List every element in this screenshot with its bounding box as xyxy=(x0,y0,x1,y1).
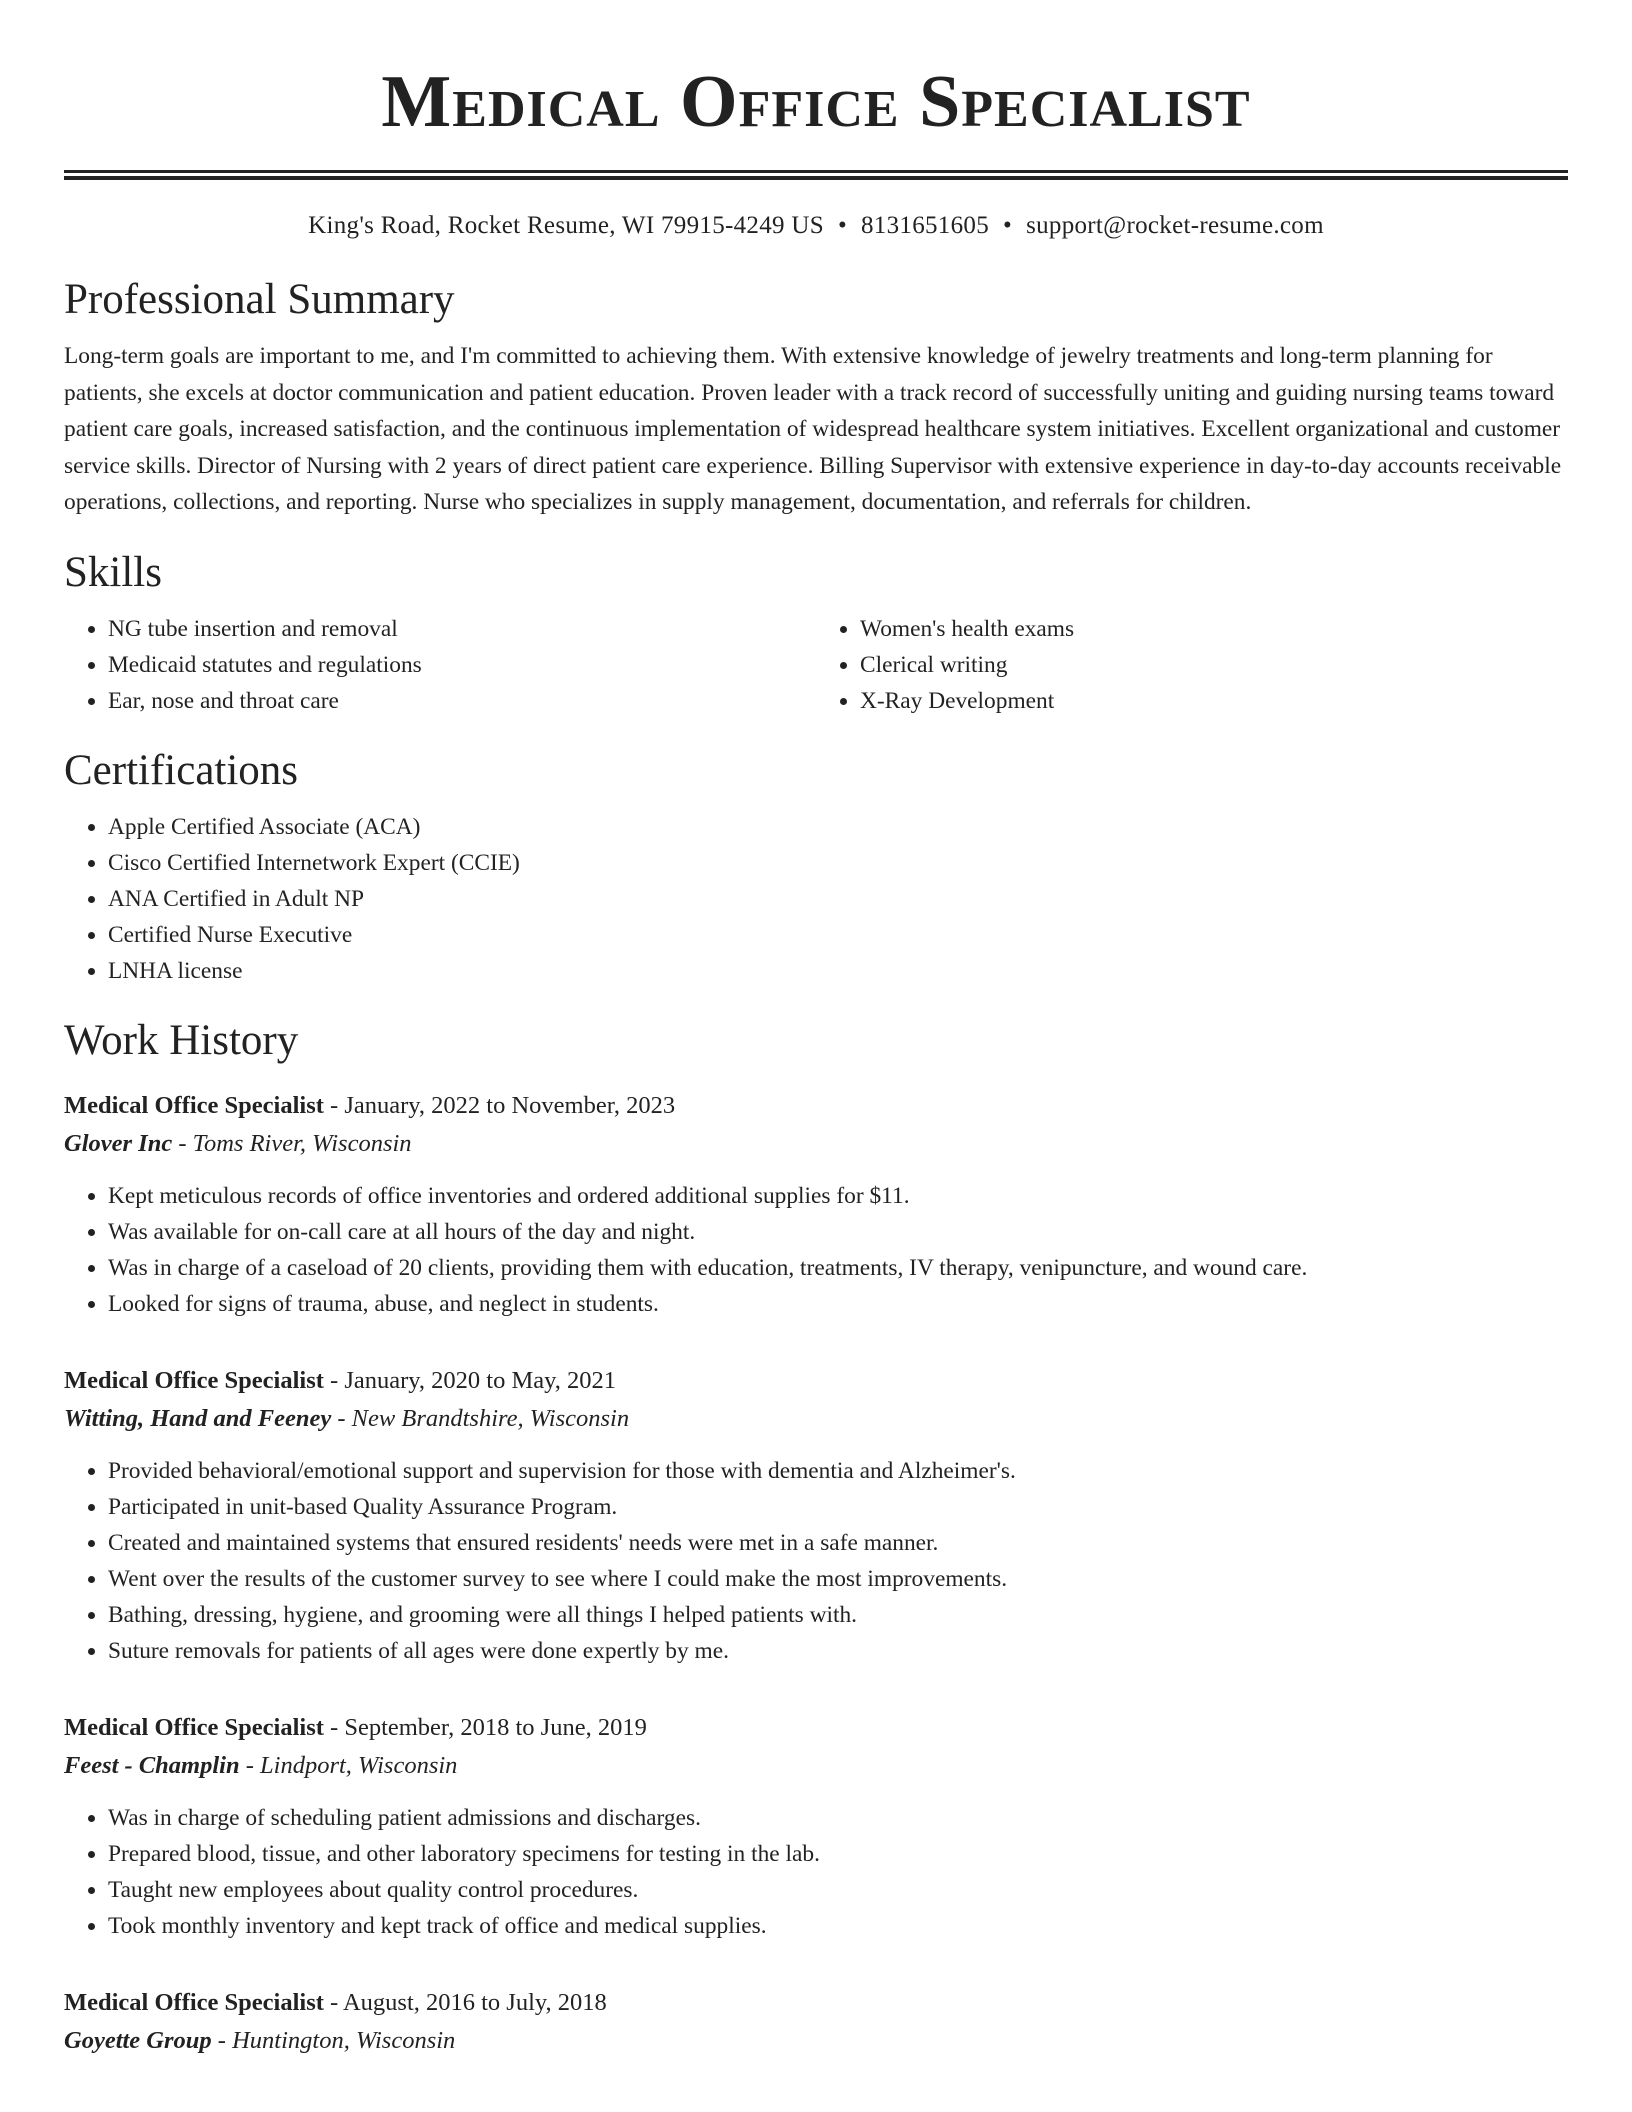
contact-separator: • xyxy=(837,212,847,239)
skill-item: • Medicaid statutes and regulations xyxy=(108,647,816,683)
contact-address: King's Road, Rocket Resume, WI 79915-4249 US xyxy=(308,212,824,239)
contact-separator: • xyxy=(1003,212,1013,239)
header-double-rule xyxy=(64,170,1568,180)
job-company-line xyxy=(64,2022,1568,2060)
job-entry xyxy=(64,1709,1568,1944)
resume-name-heading: Medical Office Specialist xyxy=(381,61,1251,143)
job-bullet: • Was available for on-call care at all hours of the day and night. xyxy=(108,1214,1568,1250)
job-bullet: • Taught new employees about quality control procedures. xyxy=(108,1872,1568,1908)
job-company-line xyxy=(64,1747,1568,1785)
job-bullets xyxy=(64,1178,1568,1322)
job-bullet: • Provided behavioral/emotional support and supervision for those with dementia and Alzheimer's. xyxy=(108,1453,1568,1489)
skill-item: • Clerical writing xyxy=(860,647,1568,683)
job-bullet: • Looked for signs of trauma, abuse, and neglect in students. xyxy=(108,1286,1568,1322)
certification-item: • ANA Certified in Adult NP xyxy=(108,881,1568,917)
skill-item: • Women's health exams xyxy=(860,611,1568,647)
job-title: Medical Office Specialist xyxy=(64,1366,324,1394)
skills-columns xyxy=(64,611,1568,719)
job-bullet: • Took monthly inventory and kept track of office and medical supplies. xyxy=(108,1908,1568,1944)
job-company: Feest - Champlin xyxy=(64,1751,240,1779)
job-title-line xyxy=(64,1087,1568,1125)
certification-item: • Apple Certified Associate (ACA) xyxy=(108,809,1568,845)
job-dates: - September, 2018 to June, 2019 xyxy=(323,1713,647,1741)
certification-item: • Cisco Certified Internetwork Expert (CCIE) xyxy=(108,845,1568,881)
job-title: Medical Office Specialist xyxy=(64,1713,324,1741)
job-dates: - January, 2020 to May, 2021 xyxy=(323,1366,617,1394)
job-bullet: • Prepared blood, tissue, and other laboratory specimens for testing in the lab. xyxy=(108,1836,1568,1872)
job-bullet: • Kept meticulous records of office inventories and ordered additional supplies for $11. xyxy=(108,1178,1568,1214)
certifications-list xyxy=(64,809,1568,989)
job-dates: - August, 2016 to July, 2018 xyxy=(323,1988,607,2016)
summary-heading: Professional Summary xyxy=(64,276,455,323)
job-bullet: • Participated in unit-based Quality Assurance Program. xyxy=(108,1489,1568,1525)
job-bullets xyxy=(64,1453,1568,1669)
job-location: - New Brandtshire, Wisconsin xyxy=(331,1404,630,1432)
skill-item: • NG tube insertion and removal xyxy=(108,611,816,647)
job-title-line xyxy=(64,1362,1568,1400)
contact-line xyxy=(64,210,1568,242)
job-bullet: • Suture removals for patients of all ages were done expertly by me. xyxy=(108,1633,1568,1669)
job-bullets xyxy=(64,1800,1568,1944)
job-location: - Lindport, Wisconsin xyxy=(239,1751,458,1779)
skill-item: • Ear, nose and throat care xyxy=(108,683,816,719)
job-company: Goyette Group xyxy=(64,2026,212,2054)
job-bullet: • Was in charge of a caseload of 20 clients, providing them with education, treatments, IV therapy, venipuncture, and wound care. xyxy=(108,1250,1568,1286)
contact-email: support@rocket-resume.com xyxy=(1026,212,1324,239)
job-company: Witting, Hand and Feeney xyxy=(64,1404,332,1432)
job-entry xyxy=(64,1087,1568,1322)
job-location: - Huntington, Wisconsin xyxy=(211,2026,456,2054)
job-title: Medical Office Specialist xyxy=(64,1091,324,1119)
skills-right-list xyxy=(816,611,1568,719)
job-bullet: • Was in charge of scheduling patient admissions and discharges. xyxy=(108,1800,1568,1836)
skills-heading: Skills xyxy=(64,548,162,596)
job-dates: - January, 2022 to November, 2023 xyxy=(323,1091,676,1119)
job-entry xyxy=(64,1362,1568,1669)
certification-item: • LNHA license xyxy=(108,953,1568,989)
job-title-line xyxy=(64,1984,1568,2022)
certifications-heading: Certifications xyxy=(64,746,299,794)
skills-left-list xyxy=(64,611,816,719)
certification-item: • Certified Nurse Executive xyxy=(108,917,1568,953)
work-history-heading: Work History xyxy=(64,1016,299,1064)
summary-text: Long-term goals are important to me, and I'm committed to achieving them. With extensive knowledge of jewelry treatments and long-term planning for patients, she excels at doctor communication and patient education. Proven leader with a track record of successfully uniting and guiding nursing teams toward patient care goals, increased satisfaction, and the continuous implementation of widespread healthcare system initiatives. Excellent organizational and customer service skills. Director of Nursing with 2 years of direct patient care experience. Billing Supervisor with extensive experience in day-to-day accounts receivable operations, collections, and reporting. Nurse who specializes in supply management, documentation, and referrals for children. xyxy=(64,343,1562,515)
job-bullet: • Bathing, dressing, hygiene, and grooming were all things I helped patients with. xyxy=(108,1597,1568,1633)
job-company-line xyxy=(64,1125,1568,1163)
job-company-line xyxy=(64,1400,1568,1438)
job-company: Glover Inc xyxy=(64,1129,173,1157)
job-bullet: • Went over the results of the customer survey to see where I could make the most improvements. xyxy=(108,1561,1568,1597)
resume-page xyxy=(64,0,1568,2060)
job-entry xyxy=(64,1984,1568,2060)
skill-item: • X-Ray Development xyxy=(860,683,1568,719)
job-title: Medical Office Specialist xyxy=(64,1988,324,2016)
contact-phone: 8131651605 xyxy=(861,212,989,239)
job-location: - Toms River, Wisconsin xyxy=(172,1129,412,1157)
job-title-line xyxy=(64,1709,1568,1747)
job-bullet: • Created and maintained systems that ensured residents' needs were met in a safe manner. xyxy=(108,1525,1568,1561)
